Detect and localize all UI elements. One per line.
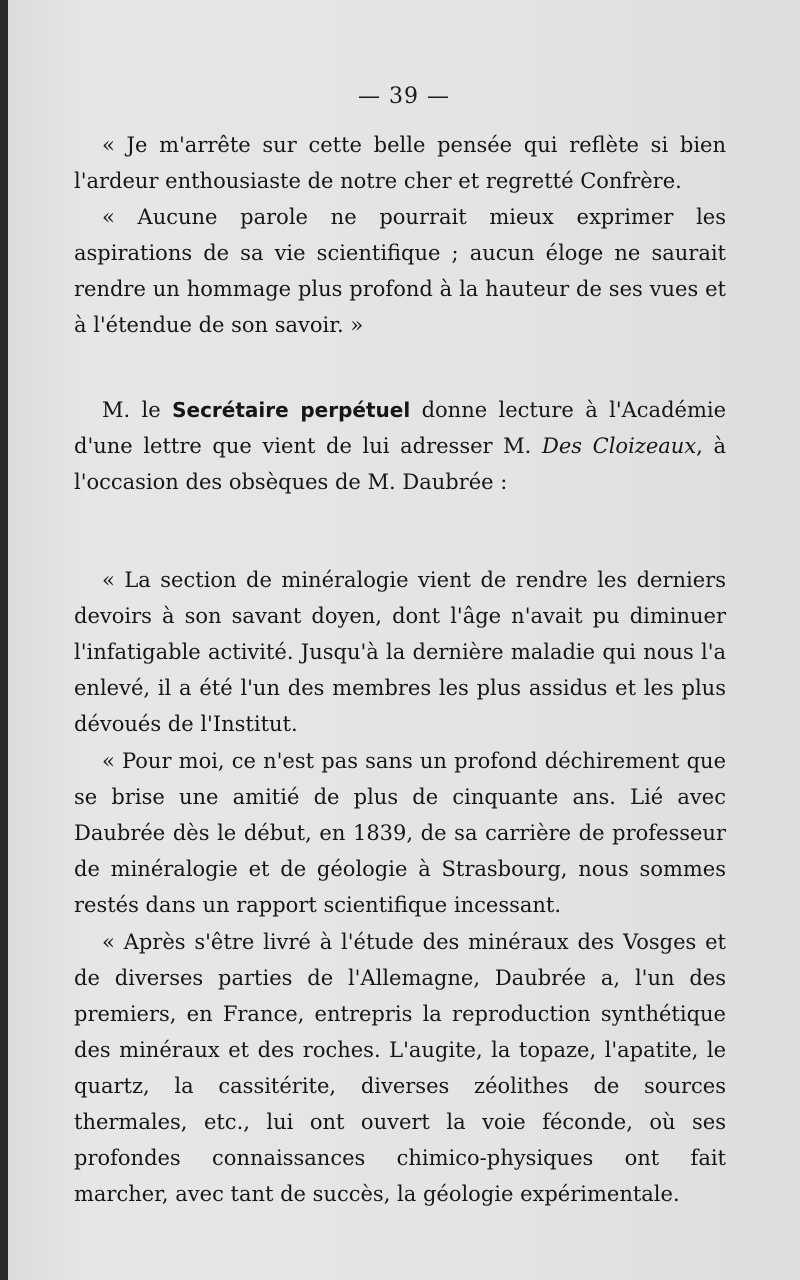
document-page bbox=[8, 0, 800, 1280]
paragraph-mineralogy-section: « La section de minéralogie vient de rendre les derniers devoirs à son savant doyen, dont l'âge n'avait pu diminuer l'infatigable activité. Jusqu'à la dernière maladie qui nous l'a enlevé, il a été l'un des membres les plus assidus et les plus dévoués de l'Institut. bbox=[74, 568, 726, 736]
secretary-title: Secrétaire perpétuel bbox=[172, 398, 411, 422]
paragraph-aspirations: « Aucune parole ne pourrait mieux exprimer les aspirations de sa vie scientifique ; aucun éloge ne saurait rendre un hommage plus profond à la hauteur de ses vues et à l'étendue de son savoir. » bbox=[74, 205, 726, 337]
author-name: Des Cloizeaux bbox=[541, 434, 697, 458]
paragraph-secretary-letter bbox=[74, 392, 726, 500]
paragraph-friendship: « Pour moi, ce n'est pas sans un profond déchirement que se brise une amitié de plus de cinquante ans. Lié avec Daubrée dès le début, en 1839, de sa carrière de professeur de minéralogie et de géologie à Strasbourg, nous sommes restés dans un rapport scientifique incessant. bbox=[74, 749, 726, 917]
paragraph-closing-thought: « Je m'arrête sur cette belle pensée qui reflète si bien l'ardeur enthousiaste de notre cher et regretté Confrère. bbox=[74, 133, 726, 193]
text-run: donne lecture à l'Académie d'une lettre que vient de lui adresser M. bbox=[74, 398, 726, 458]
text-run: , à l'occasion des obsèques de M. Daubrée : bbox=[74, 434, 726, 494]
page-number: — 39 — bbox=[358, 84, 450, 109]
text-run: M. le bbox=[102, 398, 173, 422]
paragraph-experimental-geology: « Après s'être livré à l'étude des minéraux des Vosges et de diverses parties de l'Allemagne, Daubrée a, l'un des premiers, en France, entrepris la reproduction synthétique des minéraux et des roches. L'augite, la topaze, l'apatite, le quartz, la cassitérite, diverses zéolithes de sources thermales, etc., lui ont ouvert la voie féconde, où ses profondes connaissances chimico-physiques ont fait marcher, avec tant de succès, la géologie expérimentale. bbox=[74, 930, 726, 1206]
